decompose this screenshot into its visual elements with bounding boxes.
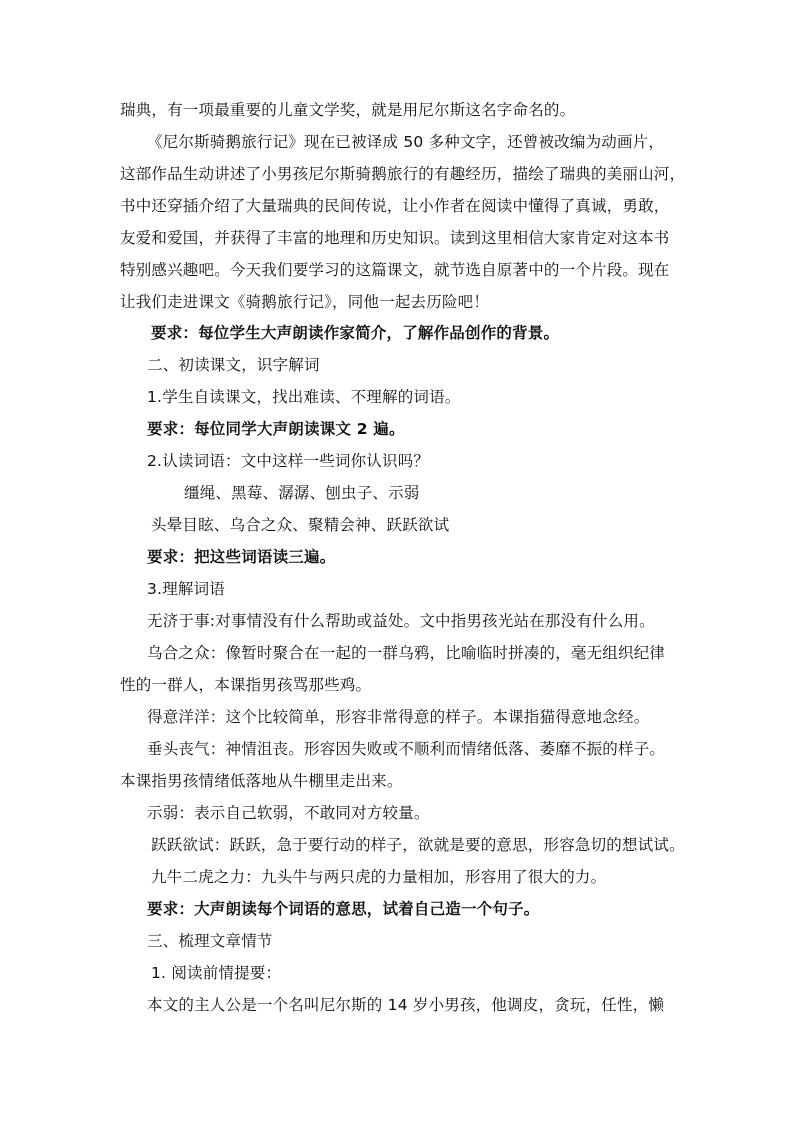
text-line: 得意洋洋：这个比较简单，形容非常得意的样子。本课指猫得意地念经。 [147,708,650,726]
word-list: 头晕目眩、乌合之众、聚精会神、跃跃欲试 [151,516,450,534]
text-line: 友爱和爱国，并获得了丰富的地理和历史知识。读到这里相信大家肯定对这本书 [120,229,670,247]
requirement-line: 要求：大声朗读每个词语的意思，试着自己造一个句子。 [147,900,540,918]
text-line: 瑞典，有一项最重要的儿童文学奖，就是用尼尔斯这名字命名的。 [120,101,576,119]
text-line: 本文的主人公是一个名叫尼尔斯的 14 岁小男孩，他调皮，贪玩，任性，懒 [147,996,665,1014]
text-line: 跃跃欲试：跃跃，急于要行动的样子，欲就是要的意思，形容急切的想试试。 [151,836,685,854]
text-line: 示弱：表示自己软弱，不敢同对方较量。 [147,804,430,822]
text-line: 《尼尔斯骑鹅旅行记》现在已被译成 50 多种文字，还曾被改编为动画片， [147,133,665,151]
text-line: 特别感兴趣吧。今天我们要学习的这篇课文，就节选自原著中的一个片段。现在 [120,261,670,279]
text-line: 这部作品生动讲述了小男孩尼尔斯骑鹅旅行的有趣经历，描绘了瑞典的美丽山河， [120,165,686,183]
requirement-line: 要求：把这些词语读三遍。 [147,548,336,566]
text-line: 让我们走进课文《骑鹅旅行记》，同他一起去历险吧！ [120,293,490,311]
section-heading: 二、初读课文，识字解词 [147,356,320,374]
text-line: 垂头丧气：神情沮丧。形容因失败或不顺利而情绪低落、萎靡不振的样子。 [147,740,666,758]
text-line: 性的一群人，本课指男孩骂那些鸡。 [120,676,372,694]
section-heading: 三、梳理文章情节 [147,932,273,950]
text-line: 3.理解词语 [147,580,225,598]
requirement-line: 要求：每位同学大声朗读课文 2 遍。 [147,420,405,438]
text-line: 1.学生自读课文，找出难读、不理解的词语。 [147,388,461,406]
text-line: 本课指男孩情绪低落地从牛棚里走出来。 [120,772,403,790]
text-line: 乌合之众：像暂时聚合在一起的一群乌鸦，比喻临时拼凑的，毫无组织纪律 [147,644,666,662]
word-list: 缰绳、黑莓、潺潺、刨虫子、示弱 [184,484,420,502]
text-line: 书中还穿插介绍了大量瑞典的民间传说，让小作者在阅读中懂得了真诚，勇敢， [120,197,670,215]
text-line: 1. 阅读前情提要： [151,964,282,982]
text-line: 九牛二虎之力：九头牛与两只虎的力量相加，形容用了很大的力。 [151,868,607,886]
requirement-line: 要求：每位学生大声朗读作家简介，了解作品创作的背景。 [151,324,560,342]
text-line: 无济于事:对事情没有什么帮助或益处。文中指男孩光站在那没有什么用。 [147,612,655,630]
text-line: 2.认读词语：文中这样一些词你认识吗？ [147,452,430,470]
